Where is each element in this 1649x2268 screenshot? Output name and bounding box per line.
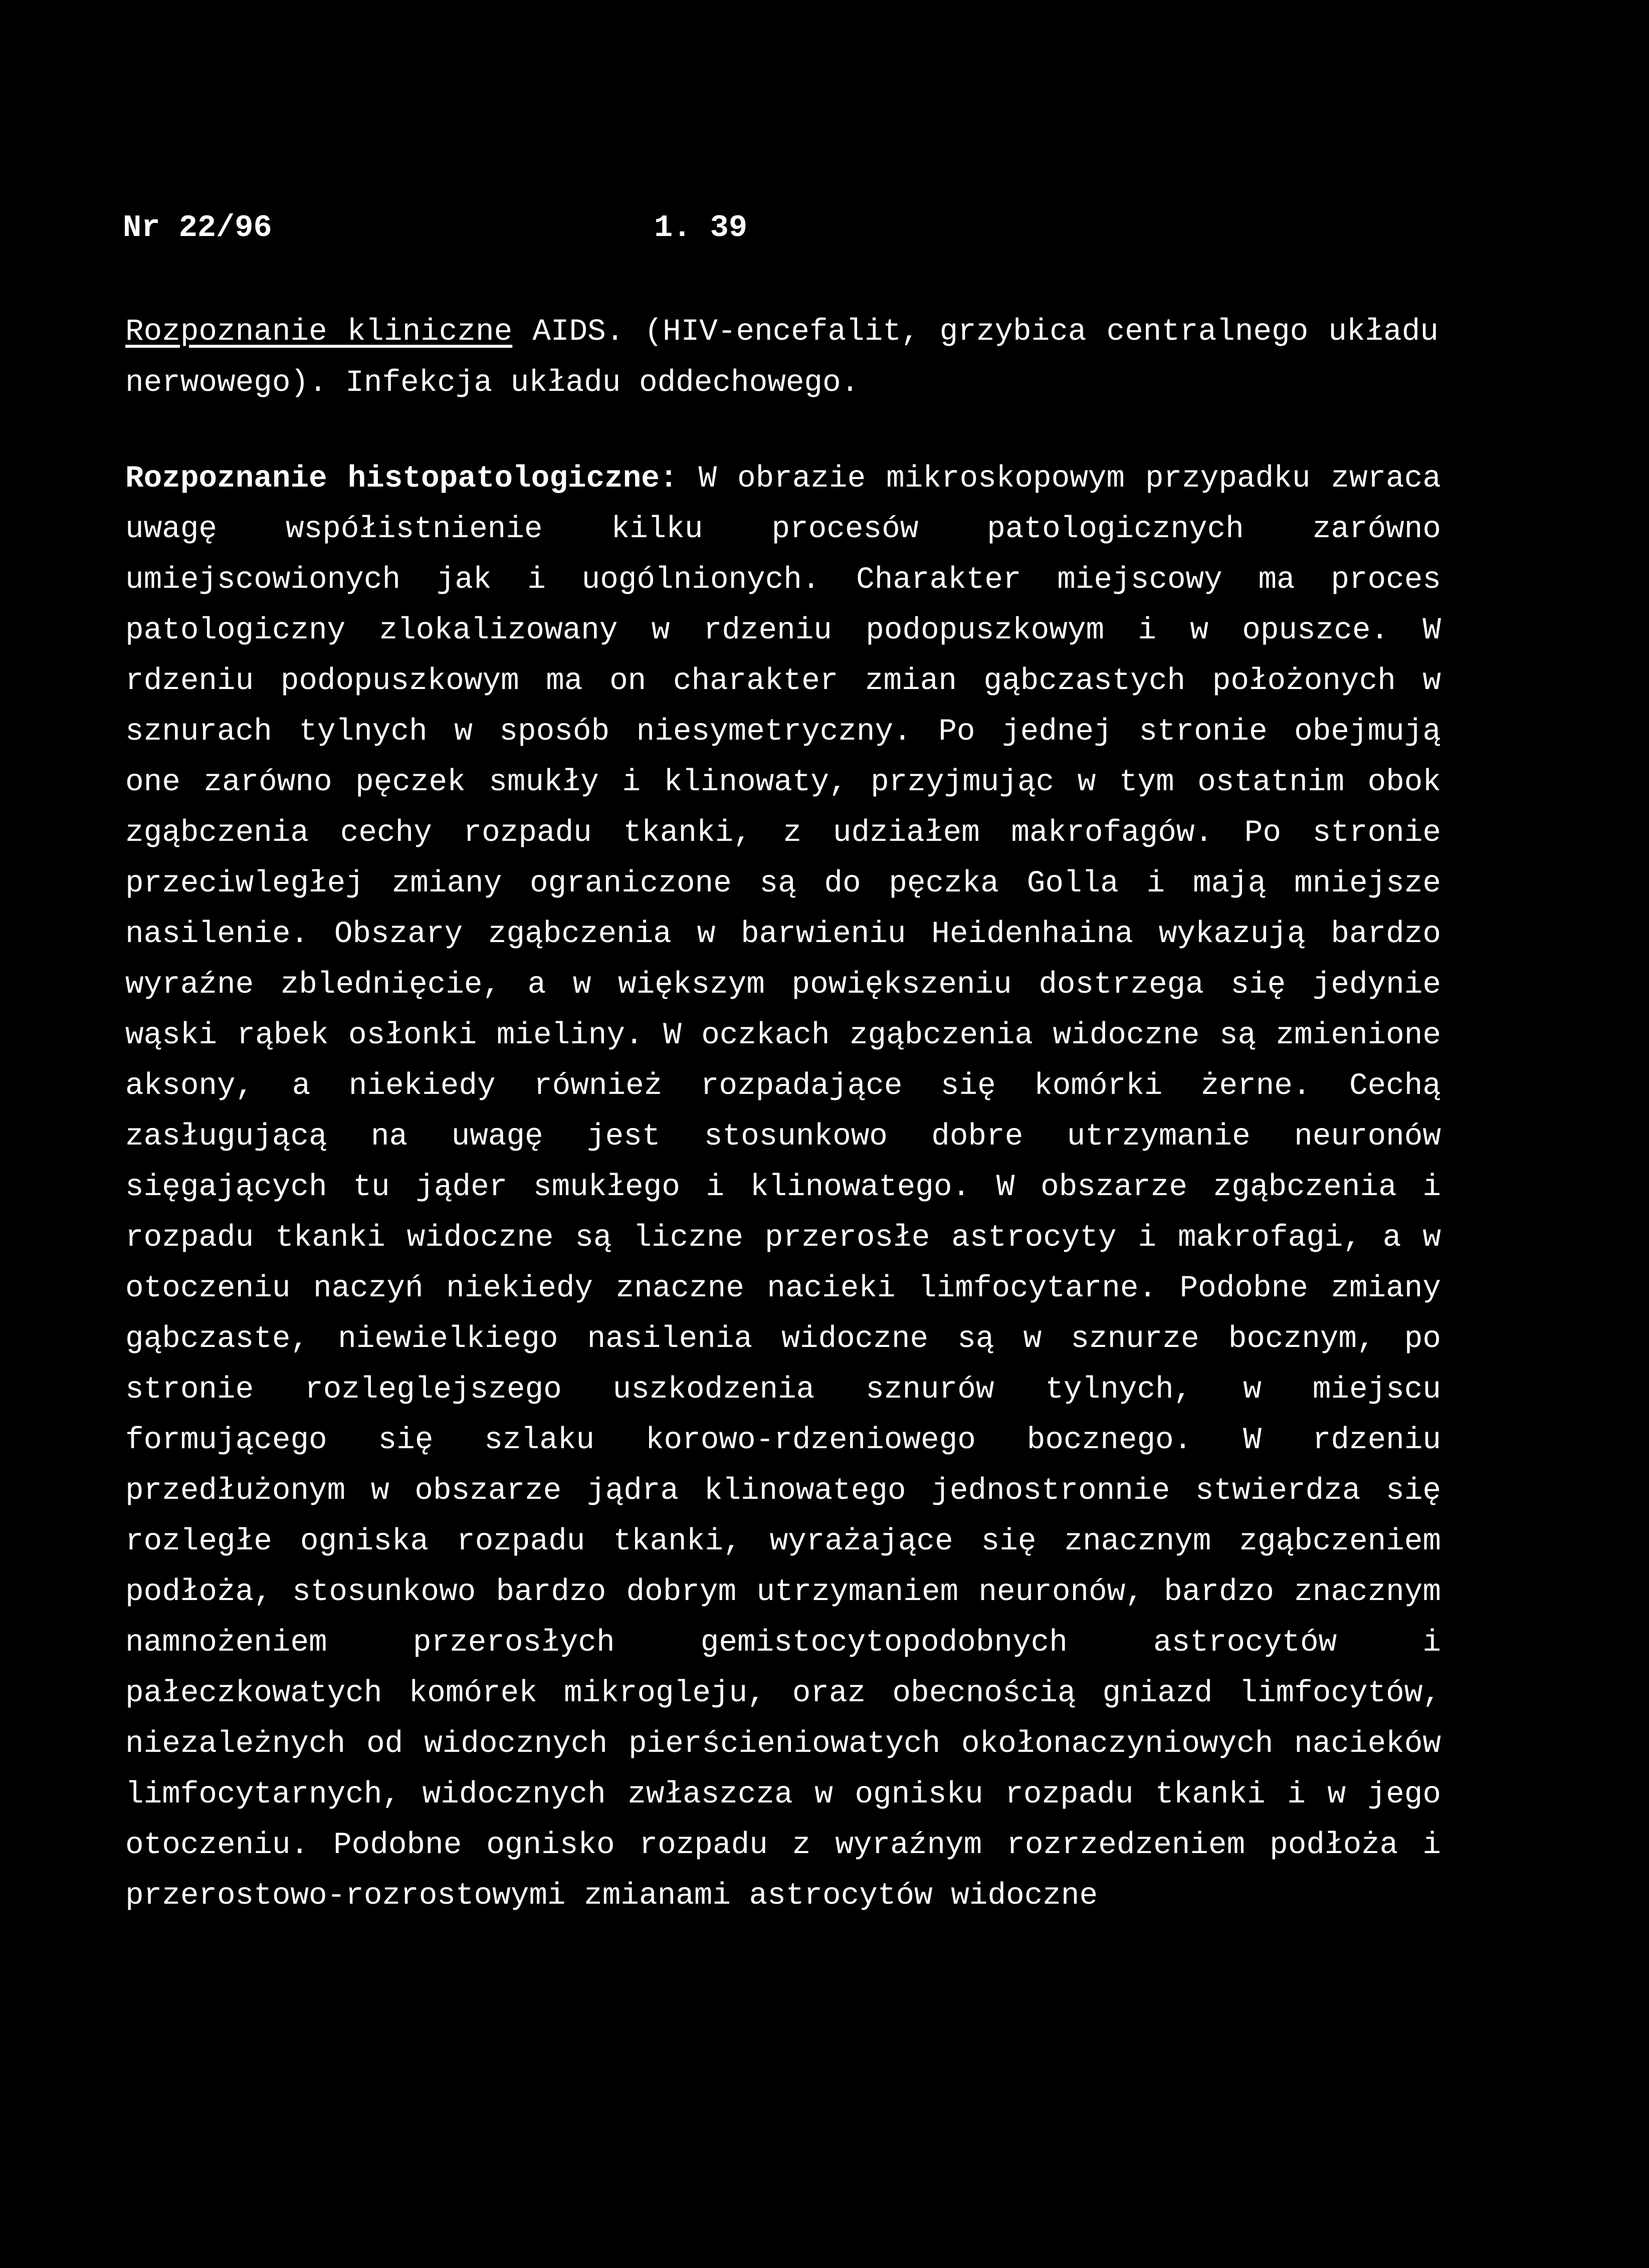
document-number: Nr 22/96: [123, 210, 272, 246]
page-number: 1. 39: [654, 210, 748, 246]
histopathological-diagnosis-text: W obrazie mikroskopowym przypadku zwraca uwagę współistnienie kilku procesów patologicznych zarówno umiejscowionych jak i uogólnionych. Charakter miejscowy ma proces patologiczny zlokalizowany w rdzeniu podopuszkowym i w opuszce. W rdzeniu podopuszkowym ma on charakter zmian gąbczastych położonych w sznurach tylnych w sposób niesymetryczny. Po jednej stronie obejmują one zarówno pęczek smukły i klinowaty, przyjmując w tym ostatnim obok zgąbczenia cechy rozpadu tkanki, z udziałem makrofagów. Po stronie przeciwległej zmiany ograniczone są do pęczka Golla i mają mniejsze nasilenie. Obszary zgąbczenia w barwieniu Heidenhaina wykazują bardzo wyraźne zblednięcie, a w większym powiększeniu dostrzega się jedynie wąski rąbek osłonki mieliny. W oczkach zgąbczenia widoczne są zmienione aksony, a niekiedy również rozpadające się komórki żerne. Cechą zasługującą na uwagę jest stosunkowo dobre utrzymanie neuronów sięgających tu jąder smukłego i klinowatego. W obszarze zgąbczenia i rozpadu tkanki widoczne są liczne przerosłe astrocyty i makrofagi, a w otoczeniu naczyń niekiedy znaczne nacieki limfocytarne. Podobne zmiany gąbczaste, niewielkiego nasilenia widoczne są w sznurze bocznym, po stronie rozleglejszego uszkodzenia sznurów tylnych, w miejscu formującego się szlaku korowo-rdzeniowego bocznego. W rdzeniu przedłużonym w obszarze jądra klinowatego jednostronnie stwierdza się rozległe ogniska rozpadu tkanki, wyrażające się znacznym zgąbczeniem podłoża, stosunkowo bardzo dobrym utrzymaniem neuronów, bardzo znacznym namnożeniem przerosłych gemistocytopodobnych astrocytów i pałeczkowatych komórek mikrogleju, oraz obecnością gniazd limfocytów, niezależnych od widocznych pierścieniowatych okołonaczyniowych nacieków limfocytarnych, widocznych zwłaszcza w ognisku rozpadu tkanki i w jego otoczeniu. Podobne ognisko rozpadu z wyraźnym rozrzedzeniem podłoża i przerostowo-rozrostowymi zmianami astrocytów widoczne: [125, 462, 1441, 1913]
histopathological-diagnosis-paragraph: [125, 453, 1441, 1921]
clinical-diagnosis-label: Rozpoznanie kliniczne: [125, 315, 513, 349]
histopathological-diagnosis-label: Rozpoznanie histopatologiczne:: [125, 462, 678, 496]
clinical-diagnosis-text: AIDS. (HIV-encefalit, grzybica centralnego układu nerwowego). Infekcja układu oddechowego.: [125, 315, 1438, 400]
clinical-diagnosis-paragraph: [125, 307, 1438, 409]
